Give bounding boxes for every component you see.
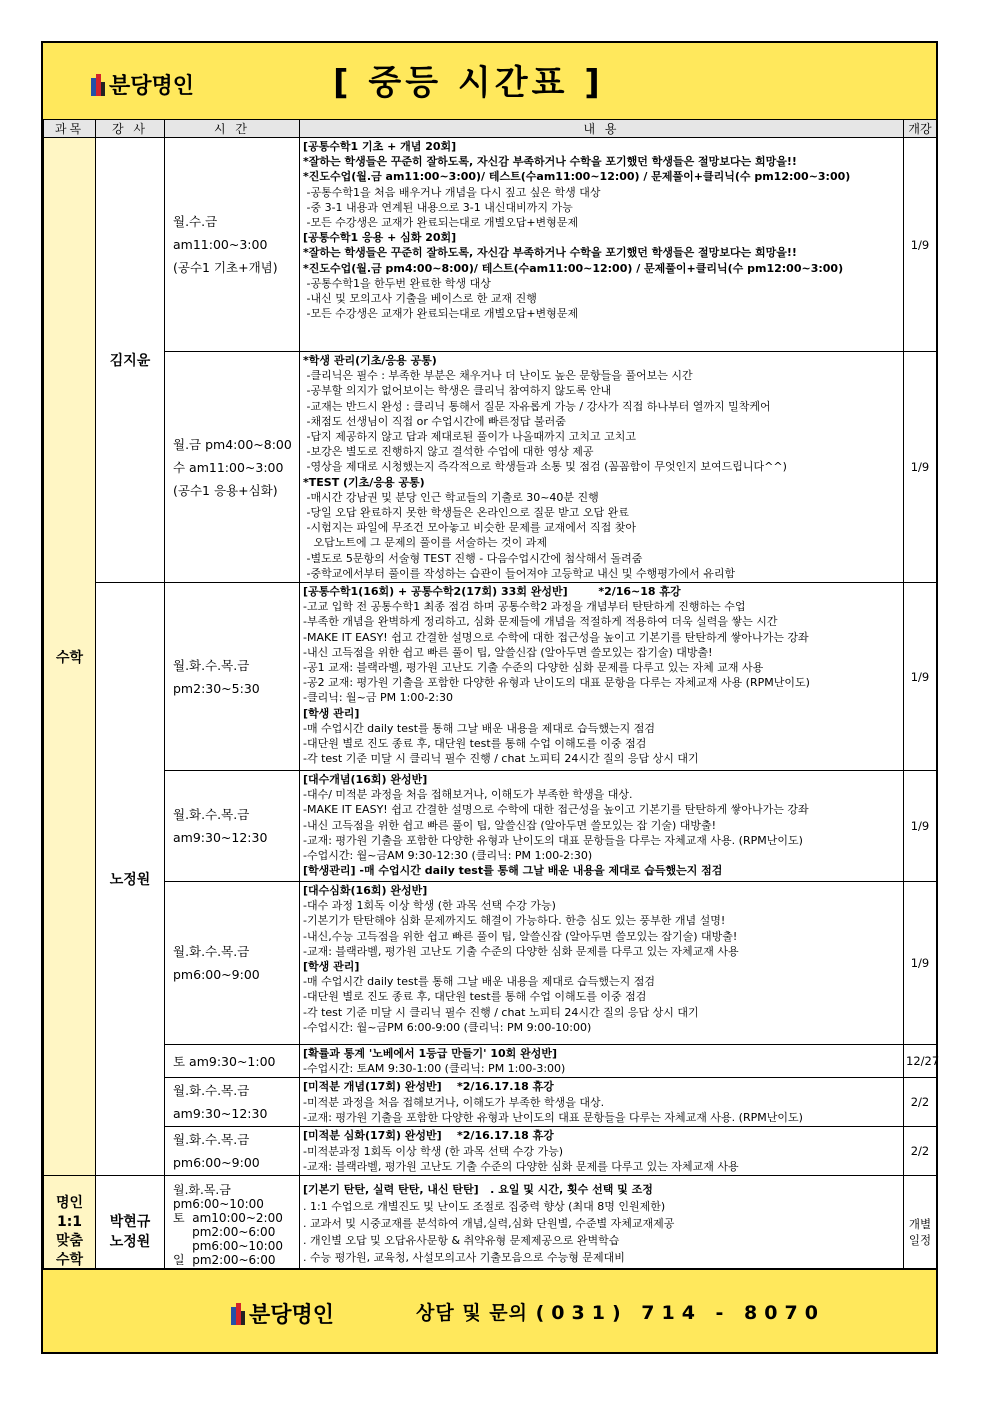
table-header-row xyxy=(44,120,937,138)
time-line: pm6:00~9:00 xyxy=(173,967,260,983)
table-row xyxy=(44,583,937,771)
content-line: -수업시간: 월~금AM 9:30-12:30 (클리닉: PM 1:00-2:30) xyxy=(303,849,593,863)
content-line: -공통수학1을 한두번 완료한 학생 대상 xyxy=(303,276,491,290)
time-line: 월.금 pm4:00~8:00 xyxy=(173,436,292,452)
header-content: 내 용 xyxy=(300,120,904,138)
time-line: 일 pm2:00~6:00 xyxy=(173,1252,276,1267)
class-content xyxy=(300,1045,904,1078)
content-line: -영상을 제대로 시청했는지 즉각적으로 학생들과 소통 및 점검 (꼼꼼함이 무엇인지 보여드립니다^^) xyxy=(303,460,787,474)
content-line: [대수심화(16회) 완성반] xyxy=(303,884,428,898)
subject-line: 명인 xyxy=(55,1194,84,1211)
content-line: [학생관리] -매 수업시간 daily test를 통해 그날 배운 내용을 제대로 습득했는지 점검 xyxy=(303,864,723,878)
open-line: 개별 xyxy=(908,1216,932,1231)
subject-math: 수학 xyxy=(44,138,96,1176)
content-line: [미적분 개념(17회) 완성반] *2/16.17.18 휴강 xyxy=(303,1080,554,1094)
open-date xyxy=(904,882,937,1045)
content-line: -당일 오답 완료하지 못한 학생들은 온라인으로 질문 받고 오답 완료 xyxy=(303,506,629,520)
time-line: pm6:00~10:00 xyxy=(173,1196,264,1211)
content-line: 오답노트에 그 문제의 풀이를 서술하는 것이 과제 xyxy=(303,536,547,550)
teacher-line: 박현규 xyxy=(109,1213,151,1230)
content-line: -공부할 의지가 없어보이는 학생은 클리닉 참여하지 않도록 안내 xyxy=(303,384,612,398)
content-line: [공통수학1(16회) + 공통수학2(17회) 33회 완성반] *2/16~18 휴강 xyxy=(303,585,681,599)
open-date xyxy=(904,352,937,583)
content-line: -교재: 블랙라벨, 평가원 고난도 기출 수준의 다양한 심화 문제를 다루고 있는 자체교재 사용 xyxy=(303,944,739,958)
content-line: -고교 입학 전 공통수학1 최종 점검 하며 공통수학2 과정을 개념부터 탄탄하게 진행하는 수업 xyxy=(303,600,746,614)
content-line: [기본기 탄탄, 실력 탄탄, 내신 탄탄] . 요일 및 시간, 횟수 선택 및 조정 xyxy=(303,1182,653,1196)
content-line: -내신 및 모의고사 기출을 베이스로 한 교재 진행 xyxy=(303,292,537,306)
content-line: . 수능 평가원, 교육청, 사설모의고사 기출모음으로 수능형 문제대비 xyxy=(303,1250,625,1264)
content-line: *잘하는 학생들은 꾸준히 잘하도록, 자신감 부족하거나 수학을 포기했던 학생들은 절망보다는 희망을!! xyxy=(303,155,797,169)
content-line: -모든 수강생은 교재가 완료되는대로 개별오답+변형문제 xyxy=(303,216,579,230)
content-line: -매 수업시간 daily test를 통해 그날 배운 내용을 제대로 습득했는지 점검 xyxy=(303,975,656,989)
content-line: [공통수학1 기초 + 개념 20회] xyxy=(303,140,457,153)
content-line: -교재: 평가원 기출을 포함한 다양한 유형과 난이도의 대표 문항들을 다루는 자체교재 사용. (RPM난이도) xyxy=(303,833,803,847)
content-line: -교재: 블랙라벨, 평가원 고난도 기출 수준의 다양한 심화 문제를 다루고 있는 자체교재 사용 xyxy=(303,1159,739,1173)
content-line: -대단원 별로 진도 종료 후, 대단원 test를 통해 수업 이해도를 이중 점검 xyxy=(303,737,647,751)
content-line: -내신 고득점을 위한 쉽고 빠른 풀이 팁, 알쓸신잡 (알아두면 쓸모있는 잡 기술) 대방출! xyxy=(303,818,717,832)
class-time xyxy=(165,138,300,352)
time-line: pm6:00~9:00 xyxy=(173,1155,260,1171)
time-line: am11:00~3:00 xyxy=(173,237,268,252)
content-line: -MAKE IT EASY! 쉽고 간결한 설명으로 수학에 대한 접근성을 높이고 기본기를 탄탄하게 쌓아나가는 강좌 xyxy=(303,630,809,644)
teacher-name: 노정원 xyxy=(96,583,165,1176)
content-line: *진도수업(월.금 pm4:00~8:00)/ 테스트(수am11:00~12:00) / 문제풀이+클리닉(수 pm12:00~3:00) xyxy=(303,261,844,275)
content-line: -공1 교재: 블랙라벨, 평가원 고난도 기출 수준의 다양한 심화 문제를 다루고 있는 자체 교재 사용 xyxy=(303,661,764,675)
content-line: [확률과 통계 '노베에서 1등급 만들기' 10회 완성반] xyxy=(303,1047,557,1061)
time-line: 월.화.수.목.금 xyxy=(173,807,250,823)
class-time xyxy=(165,352,300,583)
time-line: 월.화.목.금 xyxy=(173,1182,231,1197)
time-line: 월.화.수.목.금 xyxy=(173,1083,250,1099)
content-line: [공통수학1 응용 + 심화 20회] xyxy=(303,231,457,245)
open-line: 12/27 xyxy=(906,1054,940,1069)
time-line: 월.화.수.목.금 xyxy=(173,944,250,960)
teacher-line: 노정원 xyxy=(109,1233,151,1250)
content-line: -수업시간: 토AM 9:30-1:00 (클리닉: PM 1:00-3:00) xyxy=(303,1062,566,1076)
schedule-table xyxy=(43,119,940,1288)
footer-brand: 분당명인 xyxy=(249,1303,335,1328)
content-line: -교재는 반드시 완성 : 클리닉 통해서 질문 자유롭게 가능 / 강사가 직접 하나부터 열까지 밀착케어 xyxy=(303,399,771,413)
open-line: 1/9 xyxy=(910,956,930,971)
content-line: -교재: 평가원 기출을 포함한 다양한 유형과 난이도의 대표 문항들을 다루는 자체교재 사용. (RPM난이도) xyxy=(303,1110,803,1124)
content-line: -공통수학1을 처음 배우거나 개념을 다시 짚고 싶은 학생 대상 xyxy=(303,185,601,199)
content-line: -별도로 5문항의 서술형 TEST 진행 - 다음수업시간에 첨삭해서 돌려줌 xyxy=(303,551,643,565)
time-line: pm2:00~6:00 xyxy=(173,1224,276,1239)
content-line: -각 test 기준 미달 시 클리닉 필수 진행 / chat 노피티 24시간 질의 응답 상시 대기 xyxy=(303,752,699,766)
class-time xyxy=(165,1045,300,1078)
class-content xyxy=(300,352,904,583)
content-line: -내신,수능 고득점을 위한 쉽고 빠른 풀이 팁, 알쓸신잡 (알아두면 쓸모있는 잡기술) 대방출! xyxy=(303,929,738,943)
class-time xyxy=(165,882,300,1045)
open-line: 1/9 xyxy=(910,669,930,684)
content-line: -채점도 선생님이 직접 or 수업시간에 빠른정답 불러줌 xyxy=(303,414,566,428)
table-row xyxy=(44,771,937,882)
content-line: -미적분과정 1회독 이상 학생 (한 과목 선택 수강 가능) xyxy=(303,1144,564,1158)
content-line: -내신 고득점을 위한 쉽고 빠른 풀이 팁, 알쓸신잡 (알아두면 쓸모있는 잡기술) 대방출! xyxy=(303,645,713,659)
content-line: [대수개념(16회) 완성반] xyxy=(303,773,428,787)
contact-info xyxy=(416,1298,825,1325)
time-line: am9:30~12:30 xyxy=(173,1106,268,1122)
table-row xyxy=(44,1045,937,1078)
content-line: -공2 교재: 평가원 기출을 포함한 다양한 유형과 난이도의 대표 문항을 다루는 자체교재 사용 (RPM난이도) xyxy=(303,676,810,690)
subject-line: 1:1 xyxy=(56,1213,83,1230)
table-row xyxy=(44,352,937,583)
class-content xyxy=(300,771,904,882)
table-row xyxy=(44,138,937,352)
content-line: -매 수업시간 daily test를 통해 그날 배운 내용을 제대로 습득했는지 점검 xyxy=(303,721,656,735)
class-content xyxy=(300,1078,904,1127)
content-line: -보강은 별도로 진행하지 않고 결석한 수업에 대한 영상 제공 xyxy=(303,445,594,459)
content-line: -부족한 개념을 완벽하게 정리하고, 심화 문제들에 개념을 적절하게 적용하여 더욱 실력을 쌓는 시간 xyxy=(303,615,778,629)
open-line: 2/2 xyxy=(910,1095,930,1110)
table-row xyxy=(44,1078,937,1127)
content-line: -수업시간: 월~금PM 6:00-9:00 (클리닉: PM 9:00-10:00) xyxy=(303,1020,592,1034)
open-date xyxy=(904,771,937,882)
content-line: -모든 수강생은 교재가 완료되는대로 개별오답+변형문제 xyxy=(303,307,579,321)
open-date xyxy=(904,1045,940,1078)
page-footer xyxy=(43,1268,936,1352)
open-line: 2/2 xyxy=(910,1144,930,1159)
open-date xyxy=(904,1127,937,1176)
open-line: 1/9 xyxy=(910,460,930,475)
class-time xyxy=(165,1078,300,1127)
class-content xyxy=(300,583,904,771)
content-line: [학생 관리] xyxy=(303,706,360,720)
header-subject: 과목 xyxy=(44,120,96,138)
content-line: -대단원 별로 진도 종료 후, 대단원 test를 통해 수업 이해도를 이중 점검 xyxy=(303,990,647,1004)
page-title: [ 중등 시간표 ] xyxy=(333,63,604,103)
content-line: . 1:1 수업으로 개별진도 및 난이도 조절로 집중력 향상 (최대 8명 인원제한) xyxy=(303,1199,666,1213)
subject-line: 맞춤 xyxy=(55,1232,84,1249)
content-line: -클리닉: 월~금 PM 1:00-2:30 xyxy=(303,691,454,705)
contact-label: 상담 및 문의 xyxy=(416,1302,528,1324)
header-time: 시 간 xyxy=(165,120,300,138)
content-line: *학생 관리(기초/응용 공통) xyxy=(303,354,437,367)
header-open: 개강 xyxy=(904,120,937,138)
class-time xyxy=(165,583,300,771)
brand-logo xyxy=(91,69,194,100)
content-line: . 개인별 오답 및 오답유사문항 & 취약유형 문제제공으로 완벽학습 xyxy=(303,1233,620,1247)
header-teacher: 강 사 xyxy=(96,120,165,138)
class-time xyxy=(165,1127,300,1176)
page-header xyxy=(43,43,936,121)
content-line: -미적분 과정을 처음 접해보거나, 이해도가 부족한 학생을 대상. xyxy=(303,1095,605,1109)
content-line: [미적분 심화(17회) 완성반] *2/16.17.18 휴강 xyxy=(303,1129,554,1143)
open-date xyxy=(904,1078,937,1127)
content-line: -매시간 강남권 및 분당 인근 학교들의 기출로 30~40분 진행 xyxy=(303,490,599,504)
time-line: 월.화.수.목.금 xyxy=(173,1132,250,1148)
content-line: *잘하는 학생들은 꾸준히 잘하도록, 자신감 부족하거나 수학을 포기했던 학생들은 절망보다는 희망을!! xyxy=(303,246,797,260)
table-row xyxy=(44,1127,937,1176)
time-line: pm2:30~5:30 xyxy=(173,680,260,696)
time-line: (공수1 응용+심화) xyxy=(173,482,278,498)
open-line: 1/9 xyxy=(910,819,930,834)
class-time xyxy=(165,771,300,882)
brand-name: 분당명인 xyxy=(109,74,195,99)
logo-icon xyxy=(231,1303,245,1325)
contact-phone: (031) 714 - 8070 xyxy=(535,1302,825,1324)
content-line: -중 3-1 내용과 연계된 내용으로 3-1 내신대비까지 가능 xyxy=(303,200,573,214)
open-date xyxy=(904,583,937,771)
content-line: -대수/ 미적분 과정을 처음 접해보거나, 이해도가 부족한 학생을 대상. xyxy=(303,788,633,802)
content-line: . 교과서 및 시중교재를 분석하여 개념,실력,심화 단원별, 수준별 자체교재제공 xyxy=(303,1216,675,1230)
time-line: 토 am9:30~1:00 xyxy=(173,1053,276,1069)
content-line: [학생 관리] xyxy=(303,960,360,974)
subject-line: 수학 xyxy=(55,1251,84,1268)
class-content xyxy=(300,882,904,1045)
open-date xyxy=(904,138,937,352)
content-line: -클리닉은 필수 : 부족한 부분은 채우거나 더 난이도 높은 문항들을 풀어보는 시간 xyxy=(303,369,693,383)
content-line: *TEST (기초/응용 공통) xyxy=(303,475,425,489)
content-line: -시험지는 파일에 무조건 모아놓고 비슷한 문제를 교재에서 직접 찾아 xyxy=(303,521,636,535)
teacher-name: 김지윤 xyxy=(96,138,165,583)
timetable-page xyxy=(41,41,938,1354)
logo-icon xyxy=(91,74,105,96)
content-line: -MAKE IT EASY! 쉽고 간결한 설명으로 수학에 대한 접근성을 높이고 기본기를 탄탄하게 쌓아나가는 강좌 xyxy=(303,803,809,817)
table-row xyxy=(44,882,937,1045)
time-line: 월.수.금 xyxy=(173,214,218,229)
time-line: am9:30~12:30 xyxy=(173,830,268,846)
footer-logo xyxy=(231,1298,334,1329)
time-line: 수 am11:00~3:00 xyxy=(173,459,284,475)
content-line: -각 test 기준 미달 시 클리닉 필수 진행 / chat 노피티 24시간 질의 응답 상시 대기 xyxy=(303,1005,699,1019)
content-line: -대수 과정 1회독 이상 학생 (한 과목 선택 수강 가능) xyxy=(303,899,556,913)
class-content xyxy=(300,1127,904,1176)
class-content xyxy=(300,138,904,352)
content-line: -기본기가 탄탄해야 심화 문제까지도 해결이 가능하다. 한층 심도 있는 풍부한 개념 설명! xyxy=(303,914,726,928)
content-line: -중학교에서부터 풀이를 작성하는 습관이 들어져야 고등학교 내신 및 수행평가에서 유리함 xyxy=(303,566,736,580)
open-line: 일정 xyxy=(908,1232,932,1247)
time-line: 월.화.수.목.금 xyxy=(173,657,250,673)
content-line: -답지 제공하지 않고 답과 제대로된 풀이가 나올때까지 고치고 고치고 xyxy=(303,430,636,444)
time-line: pm6:00~10:00 xyxy=(173,1238,283,1253)
content-line: *진도수업(월.금 am11:00~3:00)/ 테스트(수am11:00~12:00) / 문제풀이+클리닉(수 pm12:00~3:00) xyxy=(303,170,851,184)
time-line: 토 am10:00~2:00 xyxy=(173,1210,283,1225)
time-line: (공수1 기초+개념) xyxy=(173,260,278,275)
open-line: 1/9 xyxy=(910,237,930,252)
